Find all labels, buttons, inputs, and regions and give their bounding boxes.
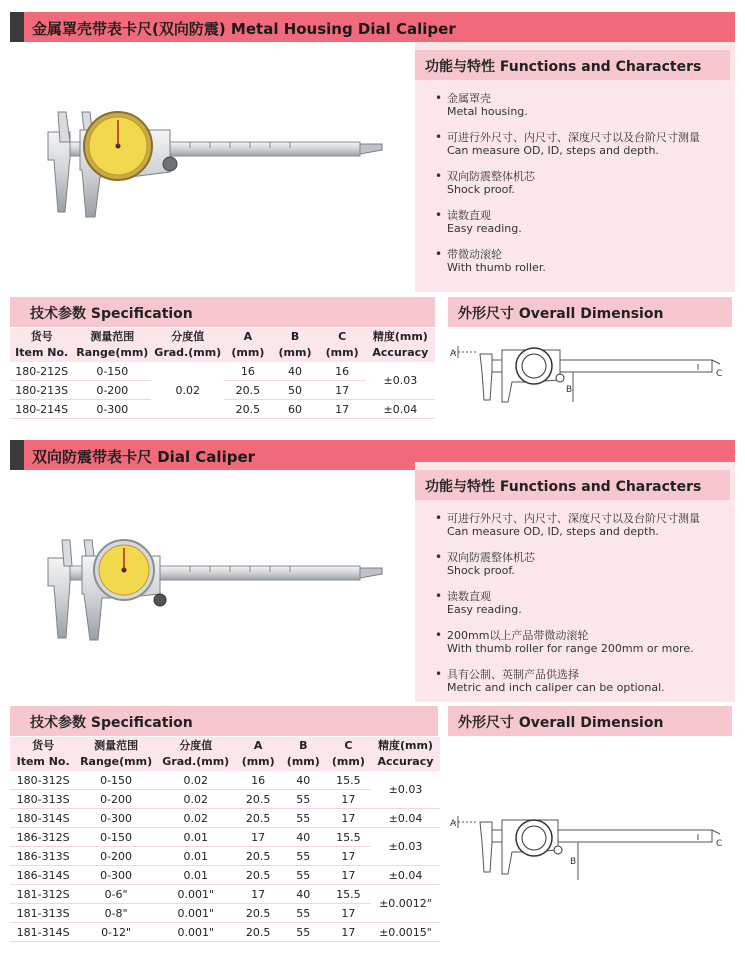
cell-item: 180-213S: [10, 381, 73, 400]
table-row: [10, 923, 440, 942]
header-en: Grad.(mm): [162, 755, 230, 768]
feature-en: Shock proof.: [447, 564, 515, 577]
feature-en: With thumb roller.: [447, 261, 546, 274]
dimension-title: 外形尺寸 Overall Dimension: [458, 715, 664, 731]
cell-item: 180-212S: [10, 362, 73, 381]
spec-header-row: [10, 328, 435, 362]
cell-range: 0-200: [73, 381, 151, 400]
feature-cn: • 具有公制、英制产品供选择: [447, 668, 579, 681]
header-en: Range(mm): [80, 755, 153, 768]
cell-b: 55: [281, 809, 326, 828]
spec-title: 技术参数 Specification: [30, 306, 193, 322]
header-en: Grad.(mm): [154, 346, 222, 359]
dimension-drawing: [448, 330, 732, 430]
feature-item: [435, 170, 700, 196]
feature-cn: • 双向防震整体机芯: [447, 551, 535, 564]
col-accuracy-header: [366, 328, 435, 362]
cell-range: 0-150: [73, 362, 151, 381]
cell-b: 40: [281, 771, 326, 790]
feature-item: [435, 209, 700, 235]
cell-accuracy: ±0.03: [366, 362, 435, 400]
col-b-header: [271, 328, 318, 362]
dimension-drawing: [448, 800, 732, 900]
cell-item: 181-313S: [10, 904, 76, 923]
cell-accuracy: ±0.03: [371, 828, 440, 866]
caliper-dimension-icon: [448, 330, 732, 430]
cell-grad: 0.02: [156, 771, 236, 790]
feature-cn: • 可进行外尺寸、内尺寸、深度尺寸以及台阶尺寸测量: [447, 512, 700, 525]
cell-item: 180-314S: [10, 809, 76, 828]
cell-grad: 0.02: [156, 809, 236, 828]
header-en: (mm): [286, 755, 320, 768]
feature-item: [435, 512, 700, 538]
section-title: 双向防震带表卡尺 Dial Caliper: [32, 448, 256, 466]
feature-item: [435, 551, 700, 577]
spec-table: [10, 328, 435, 419]
cell-accuracy: ±0.04: [366, 400, 435, 419]
header-en: (mm): [278, 346, 312, 359]
label-b: B: [566, 385, 573, 395]
cell-b: 40: [281, 885, 326, 904]
cell-item: 180-214S: [10, 400, 73, 419]
cell-c: 17: [326, 847, 371, 866]
cell-b: 55: [281, 847, 326, 866]
header-en: Range(mm): [76, 346, 149, 359]
cell-c: 17: [326, 866, 371, 885]
cell-range: 0-8": [76, 904, 156, 923]
dimension-title: 外形尺寸 Overall Dimension: [458, 306, 664, 322]
header-cn: 货号: [30, 330, 53, 343]
cell-item: 180-313S: [10, 790, 76, 809]
cell-c: 17: [326, 923, 371, 942]
cell-accuracy: ±0.04: [371, 866, 440, 885]
feature-cn: • 金属罩壳: [447, 92, 491, 105]
col-item-header: [10, 737, 76, 771]
cell-b: 55: [281, 904, 326, 923]
col-accuracy-header: [371, 737, 440, 771]
cell-c: 17: [326, 809, 371, 828]
table-row: [10, 828, 440, 847]
feature-cn: • 读数直观: [447, 209, 491, 222]
product-photo-metal-housing-caliper: [10, 42, 415, 292]
cell-accuracy: ±0.03: [371, 771, 440, 809]
cell-grad: 0.01: [156, 847, 236, 866]
header-en: Item No.: [15, 346, 69, 359]
cell-a: 20.5: [236, 847, 281, 866]
cell-grad: 0.01: [156, 828, 236, 847]
cell-item: 181-312S: [10, 885, 76, 904]
cell-range: 0-200: [76, 847, 156, 866]
features-title: 功能与特性 Functions and Characters: [425, 479, 702, 495]
cell-a: 20.5: [236, 904, 281, 923]
header-en: Accuracy: [372, 346, 429, 359]
header-cn: B: [290, 330, 300, 343]
cell-range: 0-300: [76, 809, 156, 828]
header-cn: 分度值: [179, 739, 213, 752]
feature-en: Metric and inch caliper can be optional.: [447, 681, 665, 694]
header-cn: 货号: [32, 739, 55, 752]
feature-cn: • 读数直观: [447, 590, 491, 603]
cell-a: 20.5: [236, 866, 281, 885]
spec-title-bar: [10, 706, 438, 736]
header-cn: C: [338, 330, 347, 343]
dimension-title-bar: [448, 706, 732, 736]
cell-range: 0-6": [76, 885, 156, 904]
col-grad-header: [156, 737, 236, 771]
caliper-dimension-icon: [448, 800, 732, 900]
spec-title: 技术参数 Specification: [30, 715, 193, 731]
label-b: B: [570, 857, 577, 867]
table-row: [10, 771, 440, 790]
table-row: [10, 885, 440, 904]
header-en: Accuracy: [377, 755, 434, 768]
cell-c: 15.5: [326, 828, 371, 847]
feature-en: Can measure OD, ID, steps and depth.: [447, 525, 659, 538]
cell-a: 17: [236, 828, 281, 847]
header-cn: 分度值: [171, 330, 205, 343]
feature-en: Easy reading.: [447, 222, 522, 235]
feature-en: Shock proof.: [447, 183, 515, 196]
label-c: C: [716, 369, 723, 379]
feature-item: [435, 629, 700, 655]
cell-item: 186-313S: [10, 847, 76, 866]
cell-a: 20.5: [224, 400, 271, 419]
cell-item: 186-312S: [10, 828, 76, 847]
features-title: 功能与特性 Functions and Characters: [425, 59, 702, 75]
features-title-bar: [415, 50, 730, 80]
cell-grad: 0.001": [156, 904, 236, 923]
caliper-illustration-icon: [10, 42, 415, 292]
cell-b: 55: [281, 790, 326, 809]
table-row: [10, 362, 435, 381]
feature-cn: • 带微动滚轮: [447, 248, 502, 261]
feature-cn: • 可进行外尺寸、内尺寸、深度尺寸以及台阶尺寸测量: [447, 131, 700, 144]
table-row: [10, 809, 440, 828]
feature-cn: • 双向防震整体机芯: [447, 170, 535, 183]
cell-grad: 0.001": [156, 923, 236, 942]
label-a: A: [450, 349, 457, 359]
features-list: [435, 512, 700, 707]
feature-en: Metal housing.: [447, 105, 528, 118]
cell-grad: 0.001": [156, 885, 236, 904]
dimension-title-bar: [448, 297, 732, 327]
cell-grad: 0.01: [156, 866, 236, 885]
cell-accuracy: ±0.0015": [371, 923, 440, 942]
header-en: (mm): [241, 755, 275, 768]
cell-item: 180-312S: [10, 771, 76, 790]
feature-en: With thumb roller for range 200mm or more.: [447, 642, 694, 655]
cell-c: 17: [326, 904, 371, 923]
cell-grad: 0.02: [156, 790, 236, 809]
cell-a: 17: [236, 885, 281, 904]
cell-c: 17: [319, 381, 366, 400]
cell-range: 0-150: [76, 828, 156, 847]
cell-range: 0-300: [76, 866, 156, 885]
col-range-header: [76, 737, 156, 771]
cell-c: 17: [326, 790, 371, 809]
header-cn: A: [253, 739, 263, 752]
header-cn: 测量范围: [94, 739, 139, 752]
header-cn: 精度(mm): [372, 330, 428, 343]
cell-b: 50: [271, 381, 318, 400]
cell-accuracy: ±0.04: [371, 809, 440, 828]
feature-item: [435, 590, 700, 616]
header-cn: 测量范围: [90, 330, 135, 343]
header-en: (mm): [325, 346, 359, 359]
header-cn: B: [299, 739, 308, 752]
cell-c: 17: [319, 400, 366, 419]
col-c-header: [326, 737, 371, 771]
feature-item: [435, 131, 700, 157]
col-a-header: [224, 328, 271, 362]
cell-c: 16: [319, 362, 366, 381]
feature-item: [435, 248, 700, 274]
section-title: 金属罩壳带表卡尺(双向防震) Metal Housing Dial Caliper: [32, 20, 456, 38]
col-b-header: [281, 737, 326, 771]
col-c-header: [319, 328, 366, 362]
cell-b: 40: [271, 362, 318, 381]
col-grad-header: [151, 328, 224, 362]
cell-b: 60: [271, 400, 318, 419]
cell-a: 16: [224, 362, 271, 381]
cell-c: 15.5: [326, 771, 371, 790]
caliper-illustration-icon: [10, 470, 415, 702]
header-en: (mm): [331, 755, 365, 768]
table-row: [10, 866, 440, 885]
cell-b: 40: [281, 828, 326, 847]
header-en: Item No.: [16, 755, 70, 768]
feature-en: Can measure OD, ID, steps and depth.: [447, 144, 659, 157]
feature-item: [435, 92, 700, 118]
header-cn: A: [243, 330, 253, 343]
cell-item: 181-314S: [10, 923, 76, 942]
header-en: (mm): [231, 346, 265, 359]
cell-a: 20.5: [236, 923, 281, 942]
cell-range: 0-150: [76, 771, 156, 790]
cell-c: 15.5: [326, 885, 371, 904]
cell-accuracy: ±0.0012": [371, 885, 440, 923]
cell-grad: 0.02: [151, 362, 224, 419]
section-header-metal-housing: [10, 12, 735, 42]
cell-a: 20.5: [224, 381, 271, 400]
cell-item: 186-314S: [10, 866, 76, 885]
cell-a: 20.5: [236, 809, 281, 828]
spec-table: [10, 737, 440, 942]
features-panel: [415, 42, 735, 292]
header-cn: 精度(mm): [377, 739, 433, 752]
header-accent-bar: [10, 440, 24, 470]
product-photo-dial-caliper: [10, 470, 415, 702]
header-accent-bar: [10, 12, 24, 42]
cell-b: 55: [281, 923, 326, 942]
col-item-header: [10, 328, 73, 362]
cell-a: 16: [236, 771, 281, 790]
col-range-header: [73, 328, 151, 362]
label-c: C: [716, 839, 723, 849]
header-cn: C: [344, 739, 353, 752]
col-a-header: [236, 737, 281, 771]
feature-cn: • 200mm以上产品带微动滚轮: [447, 629, 589, 642]
cell-range: 0-12": [76, 923, 156, 942]
spec-title-bar: [10, 297, 435, 327]
cell-b: 55: [281, 866, 326, 885]
label-a: A: [450, 819, 457, 829]
feature-en: Easy reading.: [447, 603, 522, 616]
spec-header-row: [10, 737, 440, 771]
cell-range: 0-200: [76, 790, 156, 809]
cell-range: 0-300: [73, 400, 151, 419]
cell-a: 20.5: [236, 790, 281, 809]
features-title-bar: [415, 470, 730, 500]
features-list: [435, 92, 700, 287]
features-panel: [415, 462, 735, 702]
feature-item: [435, 668, 700, 694]
